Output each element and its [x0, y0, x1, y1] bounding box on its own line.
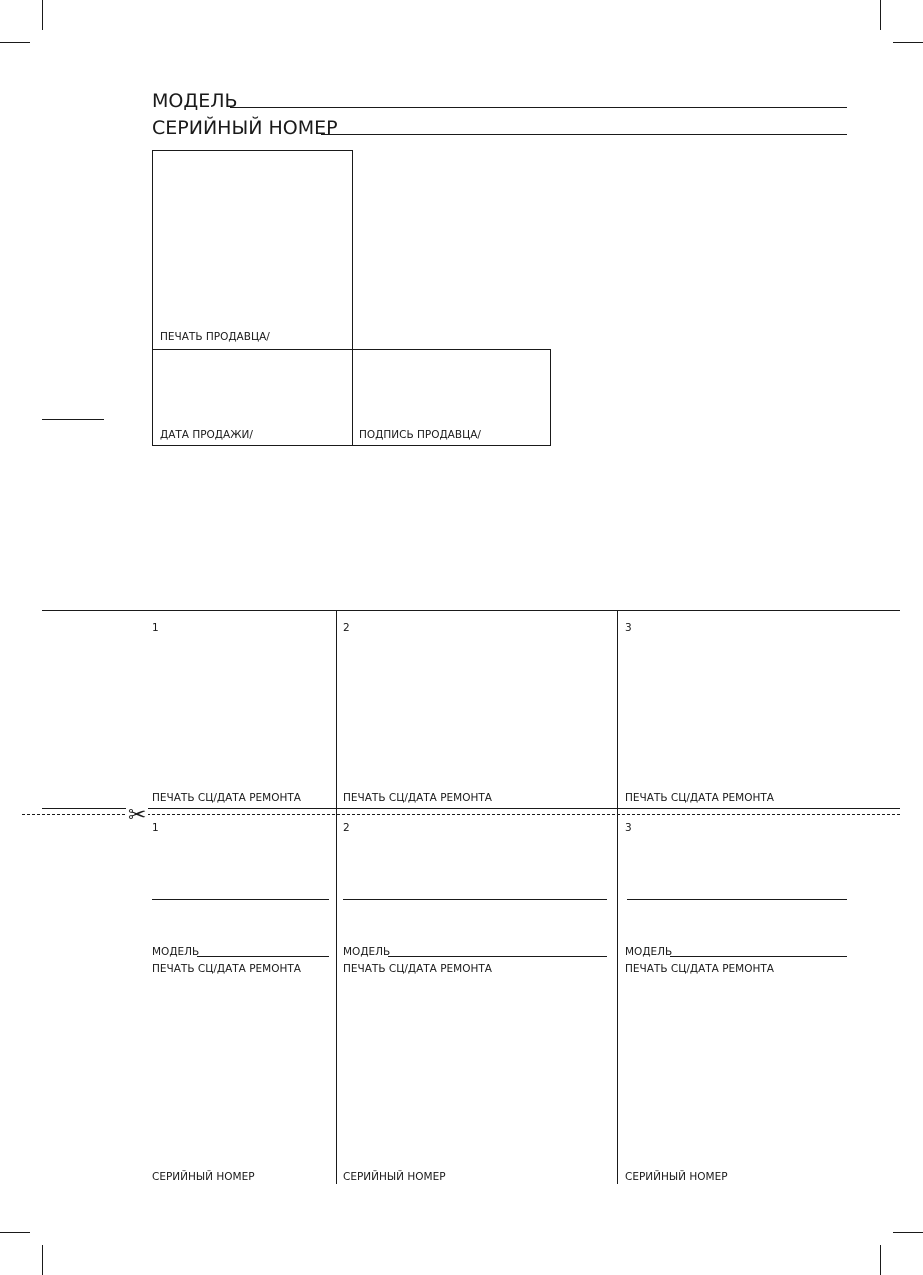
- service-top-number-1: 1: [152, 622, 159, 634]
- crop-mark-top-left-v: [42, 0, 43, 30]
- service-bottom-model-line-1[interactable]: [197, 956, 329, 957]
- seller-stamp-label: ПЕЧАТЬ ПРОДАВЦА/: [160, 331, 270, 343]
- service-bottom-model-line-2[interactable]: [388, 956, 607, 957]
- service-column-divider-2: [617, 610, 618, 1184]
- service-bottom-serial-label-3: СЕРИЙНЫЙ НОМЕР: [625, 1171, 728, 1183]
- crop-mark-top-right-h: [893, 42, 923, 43]
- service-bottom-model-line-3[interactable]: [670, 956, 847, 957]
- serial-number-field-line[interactable]: [321, 134, 847, 135]
- service-top-stamp-label-1: ПЕЧАТЬ СЦ/ДАТА РЕМОНТА: [152, 792, 301, 804]
- side-margin-line: [42, 419, 104, 420]
- service-bottom-serial-label-1: СЕРИЙНЫЙ НОМЕР: [152, 1171, 255, 1183]
- service-bottom-number-1: 1: [152, 822, 159, 834]
- service-bottom-field-line-2[interactable]: [343, 899, 607, 900]
- service-column-divider-1: [336, 610, 337, 1184]
- crop-mark-top-right-v: [880, 0, 881, 30]
- crop-mark-top-left-h: [0, 42, 30, 43]
- service-bottom-model-label-3: МОДЕЛЬ: [625, 946, 673, 958]
- scissors-icon: ✂: [128, 803, 147, 828]
- model-label: МОДЕЛЬ: [152, 90, 238, 112]
- service-bottom-field-line-1[interactable]: [152, 899, 329, 900]
- model-field-line[interactable]: [230, 107, 847, 108]
- sale-date-label: ДАТА ПРОДАЖИ/: [160, 429, 253, 441]
- service-bottom-field-line-3[interactable]: [627, 899, 847, 900]
- service-top-number-3: 3: [625, 622, 632, 634]
- crop-mark-bottom-right-v: [880, 1245, 881, 1275]
- service-top-stamp-label-3: ПЕЧАТЬ СЦ/ДАТА РЕМОНТА: [625, 792, 774, 804]
- service-section-top-line: [42, 610, 900, 611]
- service-top-number-2: 2: [343, 622, 350, 634]
- crop-mark-bottom-right-h: [893, 1232, 923, 1233]
- serial-number-label: СЕРИЙНЫЙ НОМЕР: [152, 117, 338, 139]
- seller-signature-label: ПОДПИСЬ ПРОДАВЦА/: [359, 429, 481, 441]
- service-bottom-stamp-label-3: ПЕЧАТЬ СЦ/ДАТА РЕМОНТА: [625, 963, 774, 975]
- service-bottom-number-3: 3: [625, 822, 632, 834]
- service-bottom-serial-label-2: СЕРИЙНЫЙ НОМЕР: [343, 1171, 446, 1183]
- crop-mark-bottom-left-v: [42, 1245, 43, 1275]
- service-bottom-model-label-2: МОДЕЛЬ: [343, 946, 391, 958]
- service-top-stamp-label-2: ПЕЧАТЬ СЦ/ДАТА РЕМОНТА: [343, 792, 492, 804]
- service-bottom-number-2: 2: [343, 822, 350, 834]
- seller-stamp-box[interactable]: [152, 150, 353, 350]
- service-bottom-model-label-1: МОДЕЛЬ: [152, 946, 200, 958]
- crop-mark-bottom-left-h: [0, 1232, 30, 1233]
- cut-dashed-line: [22, 814, 900, 815]
- service-bottom-stamp-label-2: ПЕЧАТЬ СЦ/ДАТА РЕМОНТА: [343, 963, 492, 975]
- cut-solid-line: [42, 808, 900, 809]
- service-bottom-stamp-label-1: ПЕЧАТЬ СЦ/ДАТА РЕМОНТА: [152, 963, 301, 975]
